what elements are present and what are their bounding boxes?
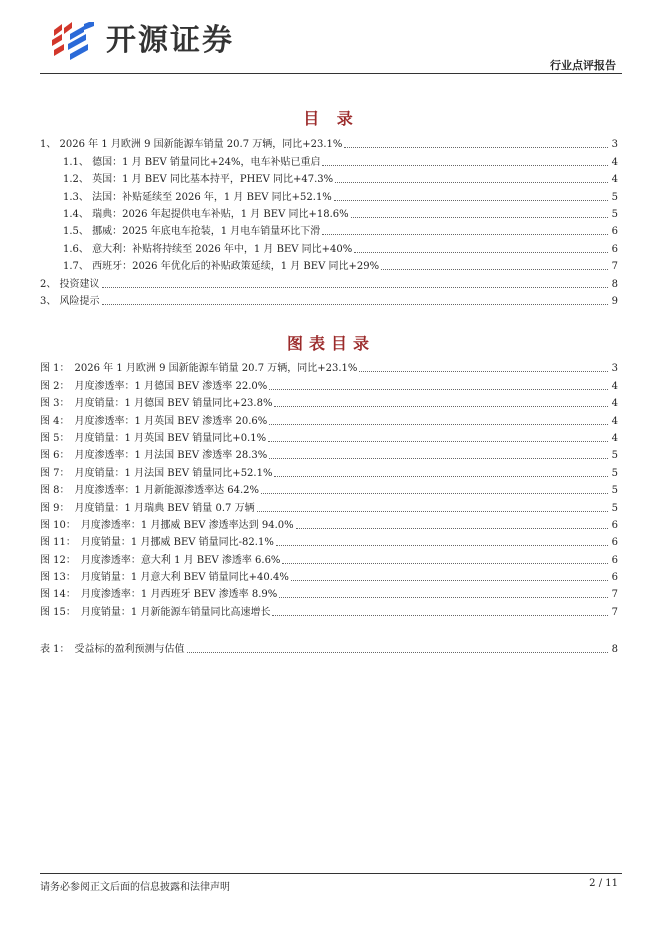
figure-entry-page: 5	[611, 485, 618, 497]
dot-leader	[322, 165, 608, 166]
figure-entry-page: 6	[611, 519, 618, 531]
toc-entry[interactable]	[40, 221, 618, 238]
figure-entry-label: 图 14： 月度渗透率：1 月西班牙 BEV 渗透率 8.9%	[40, 589, 278, 601]
dot-leader	[274, 476, 608, 477]
kaiyuan-logo-icon	[50, 22, 98, 60]
dot-leader	[274, 406, 608, 407]
dot-leader	[272, 615, 608, 616]
figure-entry[interactable]	[40, 532, 618, 549]
figure-entry-page: 7	[611, 589, 618, 601]
figure-entry-label: 图 9： 月度销量：1 月瑞典 BEV 销量 0.7 万辆	[40, 502, 255, 514]
figure-entry[interactable]	[40, 567, 618, 584]
dot-leader	[335, 182, 608, 183]
brand-logo	[50, 20, 250, 62]
toc-entry-label: 3、 风险提示	[40, 295, 100, 307]
figure-entry-label: 图 12： 月度渗透率：意大利 1 月 BEV 渗透率 6.6%	[40, 554, 281, 566]
figure-entry-label: 图 6： 月度渗透率：1 月法国 BEV 渗透率 28.3%	[40, 450, 268, 462]
figure-entry[interactable]	[40, 393, 618, 410]
dot-leader	[276, 545, 608, 546]
dot-leader	[282, 563, 608, 564]
dot-leader	[351, 217, 608, 218]
figure-entry[interactable]	[40, 428, 618, 445]
toc-entry-label: 2、 投资建议	[40, 278, 100, 290]
figure-entry-page: 6	[611, 572, 618, 584]
header-divider	[40, 73, 622, 74]
toc-entry-page: 5	[611, 208, 618, 220]
dot-leader	[322, 234, 608, 235]
figure-entry-label: 图 8： 月度渗透率：1 月新能源渗透率达 64.2%	[40, 485, 260, 497]
figure-entry[interactable]	[40, 445, 618, 462]
toc-entry-label: 1.6、 意大利：补贴将持续至 2026 年中，1 月 BEV 同比+40%	[63, 243, 353, 255]
dot-leader	[187, 652, 608, 653]
dot-leader	[291, 580, 608, 581]
figure-entry[interactable]	[40, 375, 618, 392]
figure-entry[interactable]	[40, 515, 618, 532]
toc-entry[interactable]	[40, 273, 618, 290]
figure-entry-label: 图 1： 2026 年 1 月欧洲 9 国新能源车销量 20.7 万辆，同比+23.1%	[40, 363, 358, 375]
figure-entry[interactable]	[40, 462, 618, 479]
toc-entry-page: 6	[611, 243, 618, 255]
table-entry-label: 表 1： 受益标的盈利预测与估值	[40, 644, 185, 656]
dot-leader	[354, 252, 608, 253]
toc-entry-page: 8	[611, 278, 618, 290]
toc-entry[interactable]	[40, 238, 618, 255]
toc-entry[interactable]	[40, 204, 618, 221]
figure-entry[interactable]	[40, 480, 618, 497]
footer-disclaimer: 请务必参阅正文后面的信息披露和法律声明	[40, 882, 230, 893]
dot-leader	[296, 528, 608, 529]
figure-entry-label: 图 7： 月度销量：1 月法国 BEV 销量同比+52.1%	[40, 467, 273, 479]
toc-list	[40, 134, 618, 308]
figure-entry-page: 6	[611, 537, 618, 549]
figure-entry-label: 图 3： 月度销量：1 月德国 BEV 销量同比+23.8%	[40, 398, 273, 410]
dot-leader	[269, 424, 608, 425]
page-number: 2 / 11	[589, 878, 618, 889]
figure-entry-label: 图 13： 月度销量：1 月意大利 BEV 销量同比+40.4%	[40, 572, 289, 584]
figure-entry-page: 5	[611, 467, 618, 479]
dot-leader	[102, 287, 608, 288]
dot-leader	[257, 511, 608, 512]
figure-index-list	[40, 358, 618, 619]
dot-leader	[381, 269, 608, 270]
dot-leader	[344, 147, 608, 148]
toc-entry-label: 1.5、 挪威：2025 年底电车抢装，1 月电车销量环比下滑	[63, 226, 321, 238]
dot-leader	[269, 389, 608, 390]
figure-entry-label: 图 11： 月度销量：1 月挪威 BEV 销量同比-82.1%	[40, 537, 274, 549]
figure-entry-page: 4	[611, 398, 618, 410]
figure-entry-label: 图 10： 月度渗透率：1 月挪威 BEV 渗透率达到 94.0%	[40, 519, 294, 531]
toc-entry-page: 9	[611, 295, 618, 307]
figure-entry-page: 7	[611, 606, 618, 618]
figure-entry-page: 4	[611, 415, 618, 427]
figure-entry[interactable]	[40, 497, 618, 514]
figure-entry[interactable]	[40, 410, 618, 427]
toc-entry-label: 1.2、 英国：1 月 BEV 同比基本持平，PHEV 同比+47.3%	[63, 174, 334, 186]
toc-entry-label: 1、 2026 年 1 月欧洲 9 国新能源车销量 20.7 万辆，同比+23.1%	[40, 139, 343, 151]
dot-leader	[102, 304, 608, 305]
figure-entry-page: 5	[611, 450, 618, 462]
toc-entry-label: 1.4、 瑞典：2026 年起提供电车补贴，1 月 BEV 同比+18.6%	[63, 208, 349, 220]
figure-entry[interactable]	[40, 601, 618, 618]
figure-index-title: 图表目录	[286, 334, 375, 353]
toc-entry[interactable]	[40, 169, 618, 186]
toc-entry-label: 1.3、 法国：补贴延续至 2026 年，1 月 BEV 同比+52.1%	[63, 191, 332, 203]
figure-entry[interactable]	[40, 549, 618, 566]
dot-leader	[334, 200, 608, 201]
figure-entry-page: 4	[611, 380, 618, 392]
table-entry-page: 8	[611, 644, 618, 656]
figure-entry-label: 图 15： 月度销量：1 月新能源车销量同比高速增长	[40, 606, 271, 618]
figure-entry-page: 3	[611, 363, 618, 375]
figure-entry-page: 6	[611, 554, 618, 566]
toc-entry-label: 1.7、 西班牙：2026 年优化后的补贴政策延续，1 月 BEV 同比+29%	[63, 261, 380, 273]
figure-entry-page: 4	[611, 432, 618, 444]
toc-entry-page: 6	[611, 226, 618, 238]
toc-entry[interactable]	[40, 134, 618, 151]
toc-entry[interactable]	[40, 256, 618, 273]
toc-entry-page: 3	[611, 139, 618, 151]
toc-entry[interactable]	[40, 151, 618, 168]
toc-entry-page: 4	[611, 156, 618, 168]
figure-entry[interactable]	[40, 358, 618, 375]
figure-entry-label: 图 4： 月度渗透率：1 月英国 BEV 渗透率 20.6%	[40, 415, 268, 427]
brand-name: 开源证券	[106, 23, 234, 58]
figure-entry-label: 图 2： 月度渗透率：1 月德国 BEV 渗透率 22.0%	[40, 380, 268, 392]
table-entry[interactable]	[40, 639, 618, 656]
figure-entry-label: 图 5： 月度销量：1 月英国 BEV 销量同比+0.1%	[40, 432, 267, 444]
toc-entry-page: 4	[611, 174, 618, 186]
toc-entry-label: 1.1、 德国：1 月 BEV 销量同比+24%，电车补贴已重启	[63, 156, 321, 168]
table-index-list	[40, 639, 618, 656]
dot-leader	[268, 441, 608, 442]
toc-entry[interactable]	[40, 291, 618, 308]
dot-leader	[261, 493, 608, 494]
dot-leader	[359, 371, 608, 372]
toc-title: 目 录	[303, 109, 359, 128]
footer-divider	[40, 873, 622, 874]
dot-leader	[279, 597, 608, 598]
toc-entry-page: 7	[611, 261, 618, 273]
toc-entry-page: 5	[611, 191, 618, 203]
figure-entry-page: 5	[611, 502, 618, 514]
report-type-label: 行业点评报告	[550, 59, 616, 72]
dot-leader	[269, 458, 608, 459]
toc-entry[interactable]	[40, 186, 618, 203]
figure-entry[interactable]	[40, 584, 618, 601]
